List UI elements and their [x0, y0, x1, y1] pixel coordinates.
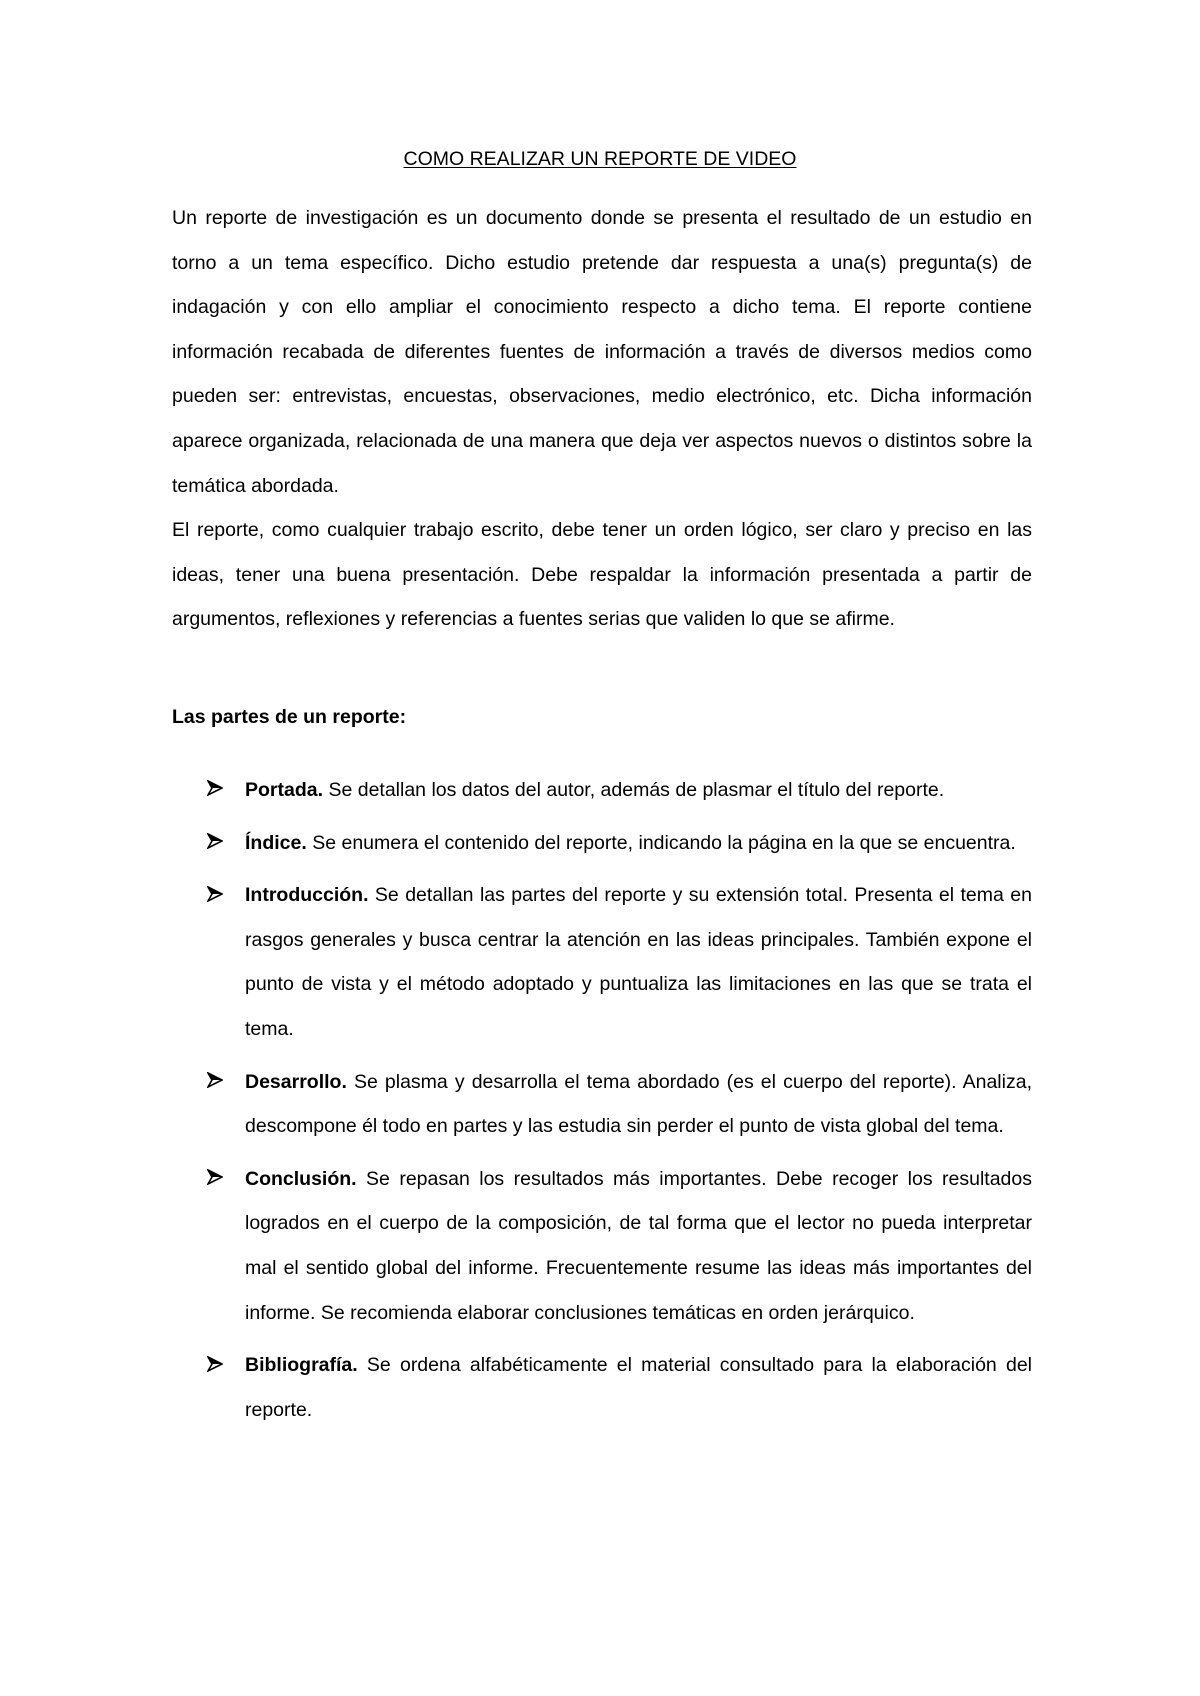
- part-description: Se plasma y desarrolla el tema abordado (es el cuerpo del reporte). Analiza, descompone él todo en partes y las estudia sin perder el punto de vista global del tema.: [245, 1070, 1032, 1138]
- list-item: [172, 768, 1032, 813]
- list-item: [172, 1157, 1032, 1335]
- part-term: Introducción.: [245, 884, 369, 907]
- part-term: Conclusión.: [245, 1167, 357, 1190]
- intro-text: [172, 196, 1032, 642]
- list-item: [172, 821, 1032, 866]
- arrowhead-bullet-icon: [207, 1060, 227, 1105]
- list-item: [172, 1343, 1032, 1432]
- part-description: Se ordena alfabéticamente el material consultado para la elaboración del reporte.: [245, 1354, 1032, 1421]
- part-term: Desarrollo.: [245, 1070, 347, 1093]
- part-description: Se detallan los datos del autor, además de plasmar el título del reporte.: [323, 779, 945, 801]
- parts-heading: Las partes de un reporte:: [172, 706, 407, 728]
- arrowhead-bullet-icon: [207, 873, 227, 918]
- part-description: Se detallan las partes del reporte y su extensión total. Presenta el tema en rasgos generales y busca centrar la atención en las ideas principales. También expone el punto de vista y el método adoptado y puntualiza las limitaciones en las que se trata el tema.: [245, 884, 1032, 1040]
- intro-paragraph: Un reporte de investigación es un documento donde se presenta el resultado de un estudio en torno a un tema específico. Dicho estudio pretende dar respuesta a una(s) pregunta(s) de indagación y con ello ampliar el conocimiento respecto a dicho tema. El reporte contiene información recabada de diferentes fuentes de información a través de diversos medios como pueden ser: entrevistas, encuestas, observaciones, medio electrónico, etc. Dicha información aparece organizada, relacionada de una manera que deja ver aspectos nuevos o distintos sobre la temática abordada.: [172, 207, 1032, 497]
- parts-list: [172, 768, 1032, 1440]
- arrowhead-bullet-icon: [207, 768, 227, 813]
- part-term: Bibliografía.: [245, 1354, 358, 1377]
- list-item: [172, 1060, 1032, 1149]
- arrowhead-bullet-icon: [207, 821, 227, 866]
- document-title: COMO REALIZAR UN REPORTE DE VIDEO: [403, 148, 797, 170]
- arrowhead-bullet-icon: [207, 1157, 227, 1202]
- arrowhead-bullet-icon: [207, 1343, 227, 1388]
- part-term: Portada.: [245, 779, 324, 801]
- part-description: Se repasan los resultados más importantes. Debe recoger los resultados logrados en el cuerpo de la composición, de tal forma que el lector no pueda interpretar mal el sentido global del informe. Frecuentemente resume las ideas más importantes del informe. Se recomienda elaborar conclusiones temáticas en orden jerárquico.: [245, 1167, 1032, 1324]
- part-description: Se enumera el contenido del reporte, indicando la página en la que se encuentra.: [306, 831, 1016, 854]
- intro-paragraph: El reporte, como cualquier trabajo escrito, debe tener un orden lógico, ser claro y preciso en las ideas, tener una buena presentación. Debe respaldar la información presentada a partir de argumentos, reflexiones y referencias a fuentes serias que validen lo que se afirme.: [172, 519, 1032, 631]
- list-item: [172, 873, 1032, 1051]
- part-term: Índice.: [245, 831, 307, 854]
